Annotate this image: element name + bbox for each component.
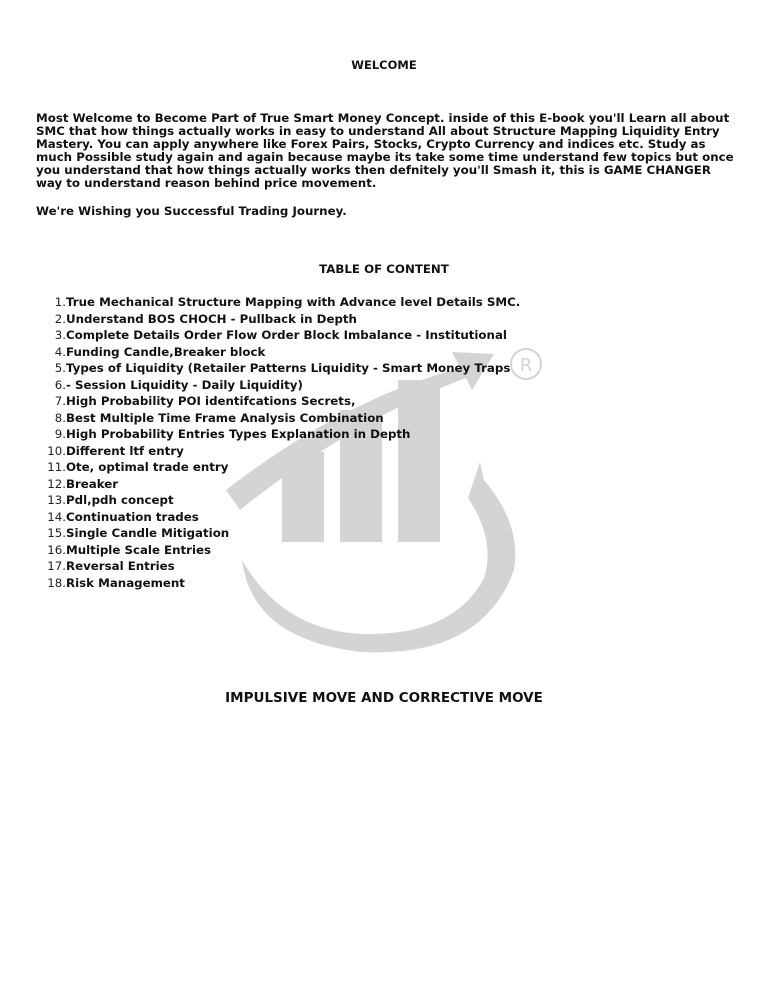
- toc-item: 8. Best Multiple Time Frame Analysis Combination: [54, 410, 384, 425]
- toc-item: 7. High Probability POI identifcations Secrets,: [54, 394, 356, 408]
- welcome-heading: WELCOME: [351, 58, 417, 72]
- toc-item: 5. Types of Liquidity (Retailer Patterns Liquidity - Smart Money Traps: [54, 361, 511, 375]
- toc-item: 13. Pdl,pdh concept: [47, 493, 174, 507]
- wish-text: We're Wishing you Successful Trading Journey.: [36, 204, 347, 218]
- toc-item: 15. Single Candle Mitigation: [47, 526, 230, 540]
- registered-mark: R: [519, 355, 533, 376]
- toc-item: 18. Risk Management: [47, 575, 185, 590]
- toc-item: 14. Continuation trades: [47, 509, 199, 524]
- toc-item: 6. - Session Liquidity - Daily Liquidity): [54, 377, 303, 392]
- toc-item: 10. Different ltf entry: [47, 443, 184, 458]
- intro-paragraph: Most Welcome to Become Part of True Smart Money Concept. inside of this E-book you'll Learn all about SMC that how things actually works in easy to understand All about Structure Mapping Liquidity Entry Mastery. You can apply anywhere like Forex Pairs, Stocks, Crypto Currency and indices etc. Study as much Possible study again and again because maybe its take some time understand few topics but once you understand that how things actually works then defnitely you'll Smash it, this is GAME CHANGER way to understand reason behind price movement.: [36, 111, 734, 190]
- toc-item: 4. Funding Candle,Breaker block: [54, 344, 266, 359]
- toc-item: 17. Reversal Entries: [47, 559, 175, 573]
- toc-item: 1. True Mechanical Structure Mapping with Advance level Details SMC.: [54, 295, 521, 309]
- toc-item: 12. Breaker: [47, 476, 119, 491]
- toc-item: 3. Complete Details Order Flow Order Block Imbalance - Institutional: [54, 328, 507, 342]
- toc-item: 11. Ote, optimal trade entry: [47, 460, 229, 474]
- toc-heading: TABLE OF CONTENT: [319, 262, 449, 276]
- table-of-contents: [40, 294, 520, 591]
- toc-item: 2. Understand BOS CHOCH - Pullback in Depth: [54, 311, 357, 326]
- toc-item: 9. High Probability Entries Types Explanation in Depth: [54, 427, 411, 441]
- toc-item: 16. Multiple Scale Entries: [47, 542, 212, 557]
- section-heading-impulsive-move: IMPULSIVE MOVE AND CORRECTIVE MOVE: [225, 690, 543, 706]
